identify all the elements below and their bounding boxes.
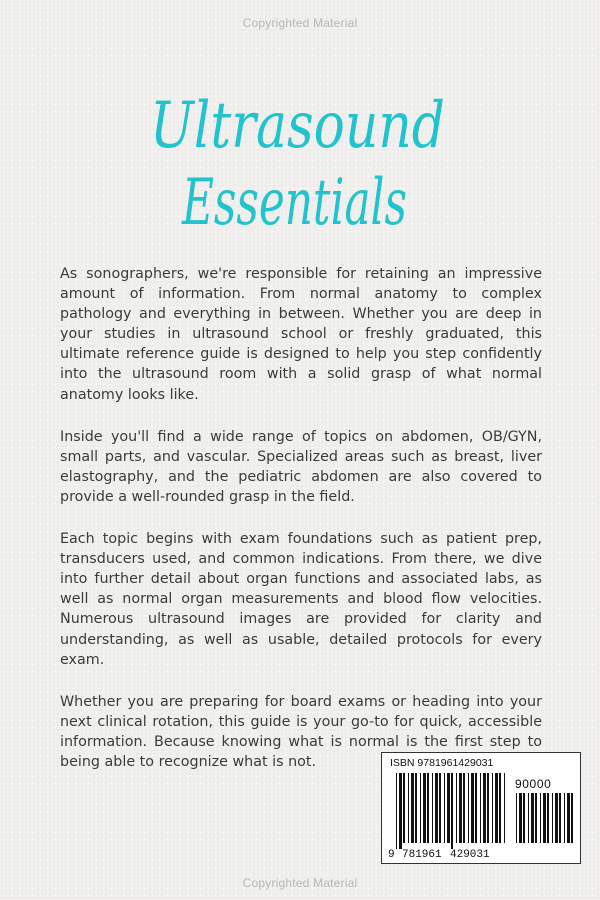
barcode-bar: [495, 773, 498, 843]
barcode-bar: [475, 773, 477, 843]
title-line-2: Essentials: [181, 166, 407, 240]
barcode-bar: [523, 793, 525, 843]
barcode-bar: [543, 793, 546, 843]
barcode-bar: [571, 793, 573, 843]
copyright-watermark-bottom: Copyrighted Material: [242, 876, 358, 890]
barcode-price-code: 90000: [515, 777, 552, 791]
barcode-bar: [504, 773, 505, 843]
barcode-bar: [411, 773, 414, 843]
barcode-bar: [516, 793, 517, 843]
barcode-bar: [435, 773, 438, 843]
barcode-bar: [456, 773, 457, 843]
barcode-bar: [499, 773, 501, 843]
barcode-bar: [468, 773, 469, 843]
barcode-bar: [459, 773, 462, 843]
title-line-1: Ultrasound: [150, 89, 445, 163]
barcode-bar: [439, 773, 441, 843]
barcode-bar: [564, 793, 565, 843]
barcode-bar: [447, 773, 450, 843]
barcode-bar: [519, 793, 522, 843]
barcode-bar: [399, 773, 402, 849]
barcode-bar: [555, 793, 558, 843]
barcode-bar: [423, 773, 426, 843]
copyright-watermark-top: Copyrighted Material: [242, 16, 358, 30]
barcode-bar: [552, 793, 553, 843]
barcode-bar: [547, 793, 549, 843]
barcode-bar: [444, 773, 445, 843]
barcode-bar: [420, 773, 421, 843]
description-paragraph-2: Inside you'll find a wide range of topics on abdomen, OB/GYN, small parts, and vascular. Specialized areas such as breast, liver elastography, and the pediatric abdomen are also covered to provide a well-rounded grasp in the field.: [60, 428, 542, 505]
isbn-label: ISBN 9781961429031: [390, 757, 494, 769]
description-paragraph-1: As sonographers, we're responsible for retaining an impressive amount of information. From normal anatomy to complex pathology and everything in between. Whether you are deep in your studies in ultrasound school or freshly graduated, this ultimate reference guide is designed to help you step confidently into the ultrasound room with a solid grasp of what normal anatomy looks like.: [60, 266, 542, 403]
description-paragraph-4: Whether you are preparing for board exams or heading into your next clinical rotation, this guide is your go-to for quick, accessible information. Because knowing what is normal is the first step to being able to recognize what is not.: [60, 693, 542, 770]
barcode-bar: [559, 793, 561, 843]
barcode-bar: [492, 773, 493, 843]
barcode-bar: [540, 793, 541, 843]
barcode-bar: [415, 773, 417, 843]
barcode-bar: [567, 793, 570, 843]
barcode-bar: [535, 793, 537, 843]
barcode-bar: [483, 773, 486, 843]
description-paragraph-3: Each topic begins with exam foundations such as patient prep, transducers used, and common indications. From there, we dive into further detail about organ functions and associated labs, as well as normal organ measurements and blood flow velocities. Numerous ultrasound images are provided for clarity and understanding, as well as usable, detailed protocols for every exam.: [60, 531, 542, 668]
isbn-barcode-box: [381, 752, 581, 864]
barcode-bar: [408, 773, 409, 843]
barcode-digits-group-2: 429031: [450, 849, 490, 861]
barcode-bar: [403, 773, 405, 843]
barcode-bar: [480, 773, 481, 843]
barcode-bar: [531, 793, 534, 843]
barcode-bar: [463, 773, 465, 843]
barcode-digits-group-1: 781961: [402, 849, 442, 861]
barcode-bar: [487, 773, 489, 843]
barcode-bar: [432, 773, 433, 843]
barcode-bar: [427, 773, 429, 843]
barcode-bar: [451, 773, 453, 849]
book-title: [0, 72, 600, 242]
back-cover-description: [60, 264, 542, 794]
barcode-bar: [396, 773, 397, 849]
barcode-bar: [471, 773, 474, 843]
barcode-bar: [528, 793, 529, 843]
barcode-digit-lead: 9: [388, 849, 395, 861]
